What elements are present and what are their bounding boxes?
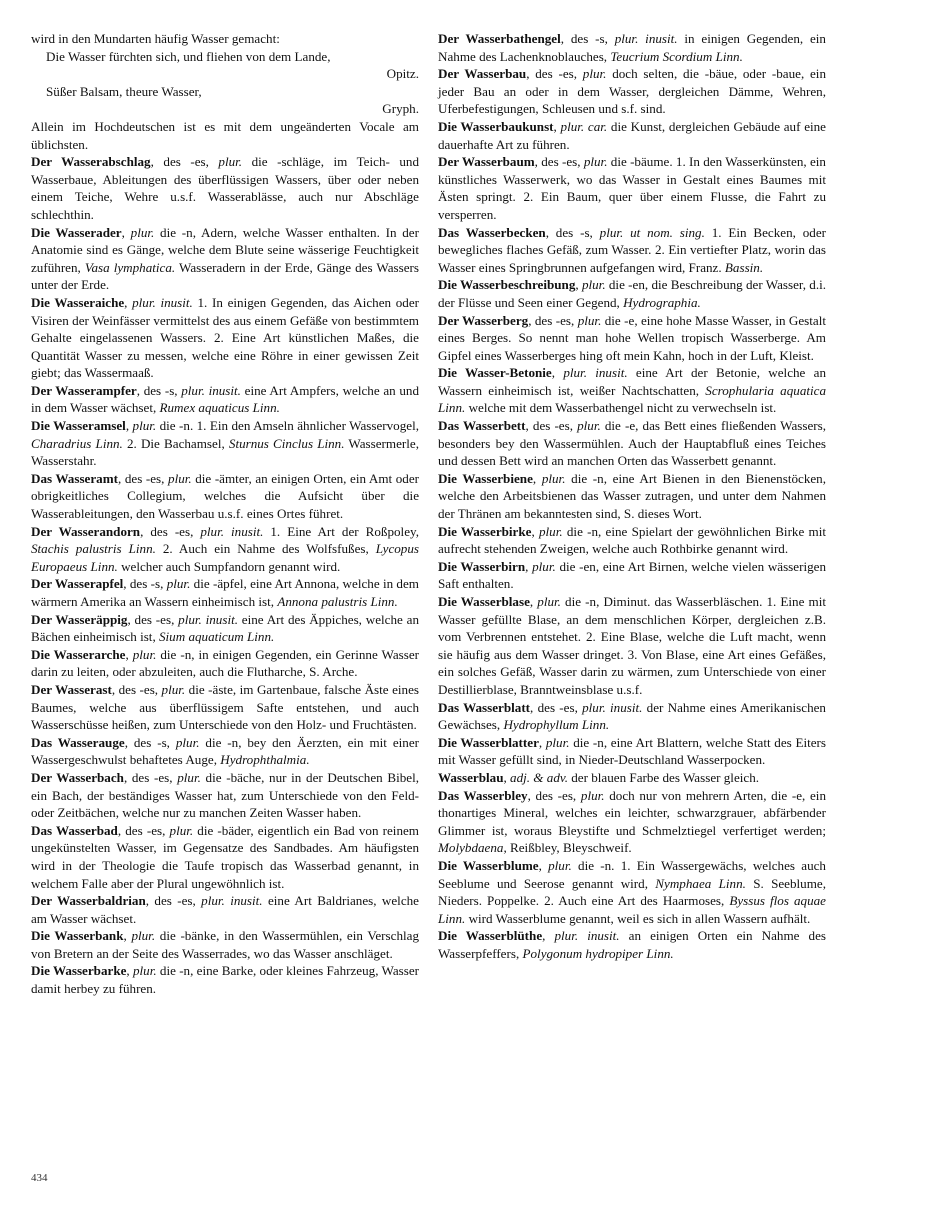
definition-text: der blauen Farbe des Wasser gleich.	[567, 769, 760, 785]
entry-die-wasserbarke	[31, 962, 419, 997]
entry-die-wasserbirke	[438, 523, 826, 558]
definition-text: die -n. 1. Ein den Amseln ähnlicher Wasservogel,	[156, 418, 419, 434]
definition-text: ,	[503, 769, 511, 785]
definition-text: ,	[124, 294, 133, 310]
italic-term: Vasa lymphatica.	[84, 259, 176, 275]
definition-text: doch selten, die -bäue, oder -baue, ein jeder Bau an oder in dem Wasser, dergleichen Dämme, Wehren, Uferbefestigungen, Schleusen und s.f. sind.	[438, 66, 826, 117]
entry-das-wasserbley	[438, 787, 826, 857]
definition-text: , des -es,	[140, 523, 201, 539]
italic-term: plur.	[166, 576, 191, 592]
italic-term: Byssus flos aquae Linn.	[438, 893, 826, 926]
definition-text: Wassermerle, Wasserstahr.	[31, 435, 419, 469]
definition-text: , des -es,	[530, 699, 583, 715]
italic-term: plur.	[537, 594, 561, 609]
definition-text: , des -es,	[111, 681, 162, 697]
definition-text: , des -es,	[528, 312, 578, 328]
italic-term: Charadrius Linn.	[31, 435, 123, 451]
definition-text: , des -s,	[123, 576, 167, 592]
entry-die-wasserarche	[31, 646, 419, 681]
italic-term: plur. inusit.	[554, 928, 620, 944]
definition-text: die -n. 1. Ein Wassergewächs, welches auch Seeblume und Seerose genannt wird,	[438, 857, 826, 891]
entry-der-wasserbach	[31, 769, 419, 822]
definition-text: 2. Die Bachamsel,	[122, 435, 229, 451]
definition-text: die -schläge, im Teich- und Wasserbaue, Ableitungen des überflüssigen Wassers, über oder neben einem Teiche, Wehre u.s.f. Wasserablässe, auch nur Abschläge schlechthin.	[31, 154, 419, 222]
entry-der-wasserbau	[438, 65, 826, 118]
italic-term: Lycopus Europaeus Linn.	[31, 541, 419, 574]
definition-text: ,	[551, 365, 564, 381]
italic-term: Molybdaena,	[438, 840, 507, 856]
entry-wasserblau	[438, 769, 826, 787]
entry-die-wasserbaukunst	[438, 118, 826, 153]
headword: Der Wasserampfer	[31, 382, 137, 398]
definition-text: die -n, bey den Äerzten, ein mit einer Wassergeschwulst behaftetes Auge,	[31, 734, 419, 768]
italic-term: plur. inusit.	[582, 699, 643, 715]
italic-term: plur. inusit.	[614, 31, 678, 46]
italic-term: plur.	[177, 769, 201, 785]
headword: Der Wasserbaldrian	[31, 893, 146, 909]
definition-text: ,	[531, 523, 539, 539]
definition-text: 1. Eine Art der Roßpoley,	[263, 523, 419, 539]
italic-term: plur.	[132, 963, 157, 979]
italic-term: plur.	[132, 418, 157, 434]
italic-term: Rumex aquaticus Linn.	[159, 400, 280, 416]
definition-text: , des -es,	[145, 893, 202, 909]
italic-term: plur.	[532, 558, 556, 574]
definition-text: , des -es,	[150, 154, 219, 170]
entry-der-wasserampfer	[31, 382, 419, 417]
definition-text: welcher auch Sumpfandorn genannt wird.	[117, 558, 341, 574]
headword: Der Wasserbach	[31, 769, 124, 785]
entry-der-wasserbaldrian	[31, 892, 419, 927]
italic-term: plur. car.	[560, 118, 608, 134]
definition-text: , des -es,	[117, 822, 170, 838]
entry-die-wasserbirn	[438, 558, 826, 593]
definition-text: , des -es,	[123, 769, 178, 785]
paragraph: wird in den Mundarten häufig Wasser gemacht:	[31, 31, 280, 46]
headword: Die Wasserbeschreibung	[438, 277, 576, 293]
headword: Der Wasserbathengel	[438, 31, 561, 46]
definition-text: eine Art Baldrianes, welche am Wasser wächset.	[31, 893, 419, 926]
headword: Die Wasser-Betonie	[438, 365, 552, 381]
headword: Der Wasserandorn	[31, 523, 141, 539]
definition-text: die -n, eine Spielart der gewöhnlichen Birke mit aufrecht stehenden Zweigen, welche auch Rothbirke genannt wird.	[438, 523, 826, 557]
definition-text: die -ämter, an einigen Orten, ein Amt oder obrigkeitliches Collegium, welches die Aufsicht über die Wasserableitungen, den Wasserbau u.s.f. eines Ortes führet.	[31, 470, 420, 522]
headword: Die Wasserbarke	[31, 963, 127, 979]
headword: Der Wasserbaum	[438, 154, 535, 170]
entry-der-wasserbaum	[438, 153, 826, 223]
definition-text: Reißbley, Bleyschweif.	[506, 840, 632, 856]
definition-text: , des -es,	[527, 787, 581, 803]
definition-text: ,	[532, 470, 542, 486]
definition-text: , des -es,	[526, 66, 583, 82]
definition-text: eine Art Ampfers, welche an und in dem Wasser wächset,	[31, 382, 419, 416]
definition-text: die -n, in einigen Gegenden, ein Gerinne Wasser darin zu leiten, oder abzuleiten, auch die Flutharche, S. Arche.	[31, 646, 420, 680]
definition-text: an einigen Orten ein Nahme des Wasserpfeffers,	[438, 928, 826, 961]
italic-term: Hydrophyllum Linn.	[503, 717, 610, 733]
italic-term: plur.	[169, 822, 194, 838]
headword: Die Wasserblume	[438, 857, 539, 873]
definition-text: die -äste, im Gartenbaue, falsche Äste eines Baumes, welche aus überflüssigem Safte entstehen, und auch Wasserschüsse heißen, zum Unterschiede von den Holz- und Fruchtästen.	[31, 681, 419, 733]
definition-text: 2. Auch ein Nahme des Wolfsfußes,	[155, 541, 376, 557]
italic-term: Annona palustris Linn.	[277, 594, 398, 609]
definition-text: ,	[553, 118, 561, 134]
italic-term: plur. inusit.	[563, 365, 628, 381]
definition-text: doch nur von mehrern Arten, die -e, ein thonartiges Mineral, welches ein leichter, schwarzgrauer, abfärbender Glimmer ist, woraus Bleystifte und Schmelztiegel verfertiget werden;	[438, 787, 826, 838]
entry-der-wasseraeppig	[31, 611, 419, 646]
entry-der-wasserbathengel	[438, 30, 826, 65]
headword: Das Wasseramt	[31, 470, 118, 486]
italic-term: Hydrographia.	[623, 294, 701, 310]
entry-die-wasserbank	[31, 927, 419, 962]
headword: Die Wasserbiene	[438, 470, 533, 486]
definition-text: ,	[529, 594, 538, 609]
entry-die-wasserblume	[438, 857, 826, 927]
italic-term: plur.	[582, 66, 607, 82]
italic-term: Scrophularia aquatica Linn.	[438, 382, 826, 416]
italic-term: Nymphaea Linn.	[655, 875, 746, 891]
italic-term: adj. & adv.	[510, 769, 568, 785]
italic-term: plur.	[577, 312, 602, 328]
headword: Die Wasserader	[31, 224, 122, 240]
definition-text: die -n, Adern, welche Wasser enthalten. In der Anatomie sind es Gänge, welche dem Blute seine wässerige Feuchtigkeit zuführen,	[31, 224, 419, 275]
italic-term: plur.	[168, 470, 192, 486]
italic-term: Bassin.	[724, 259, 764, 275]
italic-term: plur. inusit.	[200, 523, 264, 539]
headword: Die Wasserbaukunst	[438, 118, 554, 134]
headword: Die Wasserbirn	[438, 558, 526, 574]
italic-term: Teucrium Scordium Linn.	[610, 48, 743, 64]
entry-die-wasserblatter	[438, 734, 826, 769]
entry-die-wasseramsel	[31, 417, 419, 470]
entry-das-wasserbett	[438, 417, 826, 470]
definition-text: welche mit dem Wasserbathengel nicht zu verwechseln ist.	[465, 400, 777, 416]
entry-das-wasseramt	[31, 470, 419, 523]
italic-term: plur.	[580, 787, 605, 803]
italic-term: plur.	[131, 928, 156, 944]
entry-der-wasserberg	[438, 312, 826, 365]
definition-text: die -en, eine Art Birnen, welche vielen wässerigen Saft enthalten.	[438, 558, 826, 592]
definition-text: , des -es,	[534, 154, 584, 170]
italic-term: plur.	[130, 224, 155, 240]
definition-text: die -bäche, nur in der Deutschen Bibel, ein Bach, der beständiges Wasser hat, zum Unterschiede von den Feld- oder Zeitbächen, welche nur zu manchen Zeiten Wasser haben.	[31, 769, 419, 821]
entry-die-wasserbiene	[438, 470, 826, 523]
headword: Das Wasserauge	[31, 734, 125, 750]
italic-term: plur.	[577, 418, 601, 434]
definition-text: ,	[125, 418, 133, 434]
verse-attribution: Gryph.	[382, 101, 419, 117]
headword: Die Wasseramsel	[31, 418, 126, 434]
italic-term: Polygonum hydropiper Linn.	[522, 945, 674, 961]
definition-text: ,	[542, 928, 555, 944]
definition-text: wird Wasserblume genannt, weil es sich in allen Wassern aufhält.	[465, 910, 811, 926]
definition-text: die -n, eine Barke, oder kleines Fahrzeug, Wasser damit herbey zu führen.	[31, 963, 419, 997]
italic-term: plur.	[218, 154, 243, 170]
italic-term: plur. ut nom. sing.	[599, 224, 705, 240]
definition-text: eine Art des Äppiches, welche an Bächen einheimisch ist,	[31, 611, 419, 645]
definition-text: die -e, eine hohe Masse Wasser, in Gestalt eines Berges. So nennt man hohe Wellen tropisch Wasserberge. Am Gipfel eines Wasserberges hing oft mein Kahn, hoch in der Luft, Kleist.	[438, 312, 826, 363]
headword: Der Wasseräppig	[31, 611, 128, 627]
headword: Der Wasserabschlag	[31, 154, 151, 170]
verse-line: Die Wasser fürchten sich, und fliehen von dem Lande,	[46, 48, 331, 64]
definition-text: ,	[121, 224, 131, 240]
italic-term: plur.	[538, 523, 563, 539]
paragraph: Allein im Hochdeutschen ist es mit dem ungeänderten Vocale am üblichsten.	[31, 118, 419, 152]
headword: Der Wasserapfel	[31, 576, 124, 592]
entry-der-wasserandorn	[31, 523, 419, 576]
headword: Der Wasserbau	[438, 66, 527, 82]
headword: Das Wasserblatt	[438, 699, 531, 715]
definition-text: ,	[125, 646, 133, 662]
definition-text: 1. In einigen Gegenden, das Aichen oder Visiren der Weinfässer vermittelst des aus einem Gefäße von bestimmtem Gehalte eingelassenen Wassers. 2. Eine Art künstlichen Maßes, die Quantität Wasser zu messen, welche eine Röhre in einer gewissen Zeit giebt; das Wassermaaß.	[31, 294, 419, 381]
entry-der-wasserapfel	[31, 575, 419, 610]
definition-text: , des -s,	[560, 31, 615, 46]
definition-text: S. Seeblume, Nieders. Poppelke. 2. Auch eine Art des Haarmoses,	[438, 875, 826, 909]
entry-der-wasserabschlag	[31, 153, 419, 223]
italic-term: plur. inusit.	[181, 382, 241, 398]
definition-text: in einigen Gegenden, ein Nahme des Lachenknoblauches,	[438, 31, 826, 64]
italic-term: plur.	[161, 681, 186, 697]
italic-term: plur.	[545, 734, 570, 750]
headword: Das Wasserbad	[31, 822, 118, 838]
definition-text: , des -s,	[545, 224, 600, 240]
definition-text: 1. Ein Becken, oder bewegliches flaches Gefäß, zum Wasser. 2. Ein vertiefter Platz, worin das Wasser eines Springbrunnen aufgefangen wird, Franz.	[438, 224, 826, 275]
headword: Die Wasserblüthe	[438, 928, 543, 944]
italic-term: Stachis palustris Linn.	[31, 541, 156, 557]
definition-text: die -n, Diminut. das Wasserbläschen. 1. Eine mit Wasser gefüllte Blase, an dem menschlichen Körper, dergleichen z.B. vom Verbrennen entstehet. 2. Eine Blase, welche die Luft macht, wenn sie häufig aus dem Wasser dringet. 3. Von Blase, eine Art eines Gefäßes, ein solches Gefäß, Wasser darin zu wärmen, zum Unterschiede von einer Destillierblase, Branntweinsblase u.s.f.	[438, 594, 826, 697]
entry-das-wasserauge	[31, 734, 419, 769]
definition-text: die -bäume. 1. In den Wasserkünsten, ein künstliches Wasserwerk, wo das Wasser in Gestalt eines Baumes mit Ästen springt. 2. Ein Baum, quer über einem Flusse, die Fahrt zu versperren.	[438, 154, 826, 222]
headword: Das Wasserbecken	[438, 224, 546, 240]
headword: Wasserblau	[438, 769, 504, 785]
definition-text: die -en, die Beschreibung der Wasser, d.i. der Flüsse und Seen einer Gegend,	[438, 277, 827, 310]
page-number: 434	[31, 1172, 48, 1184]
headword: Der Wasserberg	[438, 312, 529, 328]
italic-term: plur.	[581, 277, 606, 293]
headword: Die Wasserbank	[31, 928, 124, 944]
definition-text: der Nahme eines Amerikanischen Gewächses,	[438, 699, 826, 733]
definition-text: die Kunst, dergleichen Gebäude auf eine dauerhafte Art zu führen.	[438, 118, 826, 152]
definition-text: ,	[525, 558, 533, 574]
entry-die-wasserbeschreibung	[438, 276, 826, 311]
headword: Der Wasserast	[31, 681, 112, 697]
definition-text: die -bänke, in den Wassermühlen, ein Verschlag von Bretern an der Seite des Wasserrades, wo das Wasser anschläget.	[31, 928, 419, 961]
headword: Die Wasserarche	[31, 646, 126, 662]
italic-term: plur.	[541, 470, 566, 486]
definition-text: ,	[123, 928, 132, 944]
headword: Die Wasserblase	[438, 594, 530, 609]
entry-die-wasser-betonie	[438, 364, 826, 417]
definition-text: , des -es,	[525, 418, 578, 434]
italic-term: Hydrophthalmia.	[220, 752, 310, 768]
definition-text: die -bäder, eigentlich ein Bad von reinem ungekünstelten Wasser, im Gegensatze des Sandbades. Am häufigsten wird in der Theologie die Taufe tropisch das Wasserbad genannt, in welchem Falle aber der Plural ungewöhnlich ist.	[31, 822, 419, 891]
definition-text: , des -s,	[136, 382, 182, 398]
right-column	[438, 30, 826, 962]
definition-text: , des -es,	[127, 611, 179, 627]
italic-term: plur. inusit.	[201, 893, 263, 909]
entry-die-wasserader	[31, 224, 419, 294]
definition-text: die -e, das Bett eines fließenden Wassers, besonders bey den Wassermühlen. Auch der Hauptabfluß eines Teiches und dessen Bett wird an manchen Orten das Wasserbett genannt.	[438, 418, 826, 469]
italic-term: plur. inusit.	[178, 611, 238, 627]
definition-text: ,	[126, 963, 133, 979]
italic-term: plur. inusit.	[132, 294, 193, 310]
entry-das-wasserbecken	[438, 224, 826, 277]
definition-text: die -n, eine Art Blattern, welche Statt des Eiters mit Wasser gefüllt sind, in Nieder-Deutschland Wasserpocken.	[438, 734, 826, 768]
entry-das-wasserbad	[31, 822, 419, 892]
headword: Die Wasserbirke	[438, 523, 532, 539]
italic-term: plur.	[583, 154, 608, 170]
definition-text: ,	[575, 277, 582, 293]
italic-term: Sturnus Cinclus Linn.	[228, 435, 345, 451]
entry-das-wasserblatt	[438, 699, 826, 734]
definition-text: Wasseradern in der Erde, Gänge des Wassers unter der Erde.	[31, 259, 419, 293]
left-column	[31, 30, 419, 998]
italic-term: plur.	[175, 734, 200, 750]
verse-line: Süßer Balsam, theure Wasser,	[46, 83, 202, 99]
headword: Die Wasserblatter	[438, 734, 539, 750]
definition-text: , des -es,	[118, 470, 169, 486]
headword: Die Wasseraiche	[31, 294, 125, 310]
definition-text: die -äpfel, eine Art Annona, welche in dem wärmern Amerika an Wassern einheimisch ist,	[31, 576, 419, 609]
definition-text: ,	[538, 857, 549, 873]
verse-attribution: Opitz.	[386, 66, 419, 82]
italic-term: plur.	[132, 646, 157, 662]
definition-text: die -n, eine Art Bienen in den Bienenstöcken, welche den Arbeitsbienen das Wasser zutragen, und unter dem Nahmen der Thränen am bekanntesten sind, S. dieses Wort.	[438, 470, 827, 522]
italic-term: Sium aquaticum Linn.	[159, 629, 275, 645]
entry-der-wasserast	[31, 681, 419, 734]
italic-term: plur.	[548, 857, 572, 873]
headword: Das Wasserbett	[438, 418, 526, 434]
headword: Das Wasserbley	[438, 787, 528, 803]
entry-die-wasserbluethe	[438, 927, 826, 962]
entry-die-wasserblase	[438, 593, 826, 699]
definition-text: eine Art der Betonie, welche an Wassern einheimisch ist, weißer Nachtschatten,	[438, 365, 826, 398]
entry-die-wasseraiche	[31, 294, 419, 382]
definition-text: , des -s,	[124, 734, 176, 750]
definition-text: ,	[538, 734, 546, 750]
